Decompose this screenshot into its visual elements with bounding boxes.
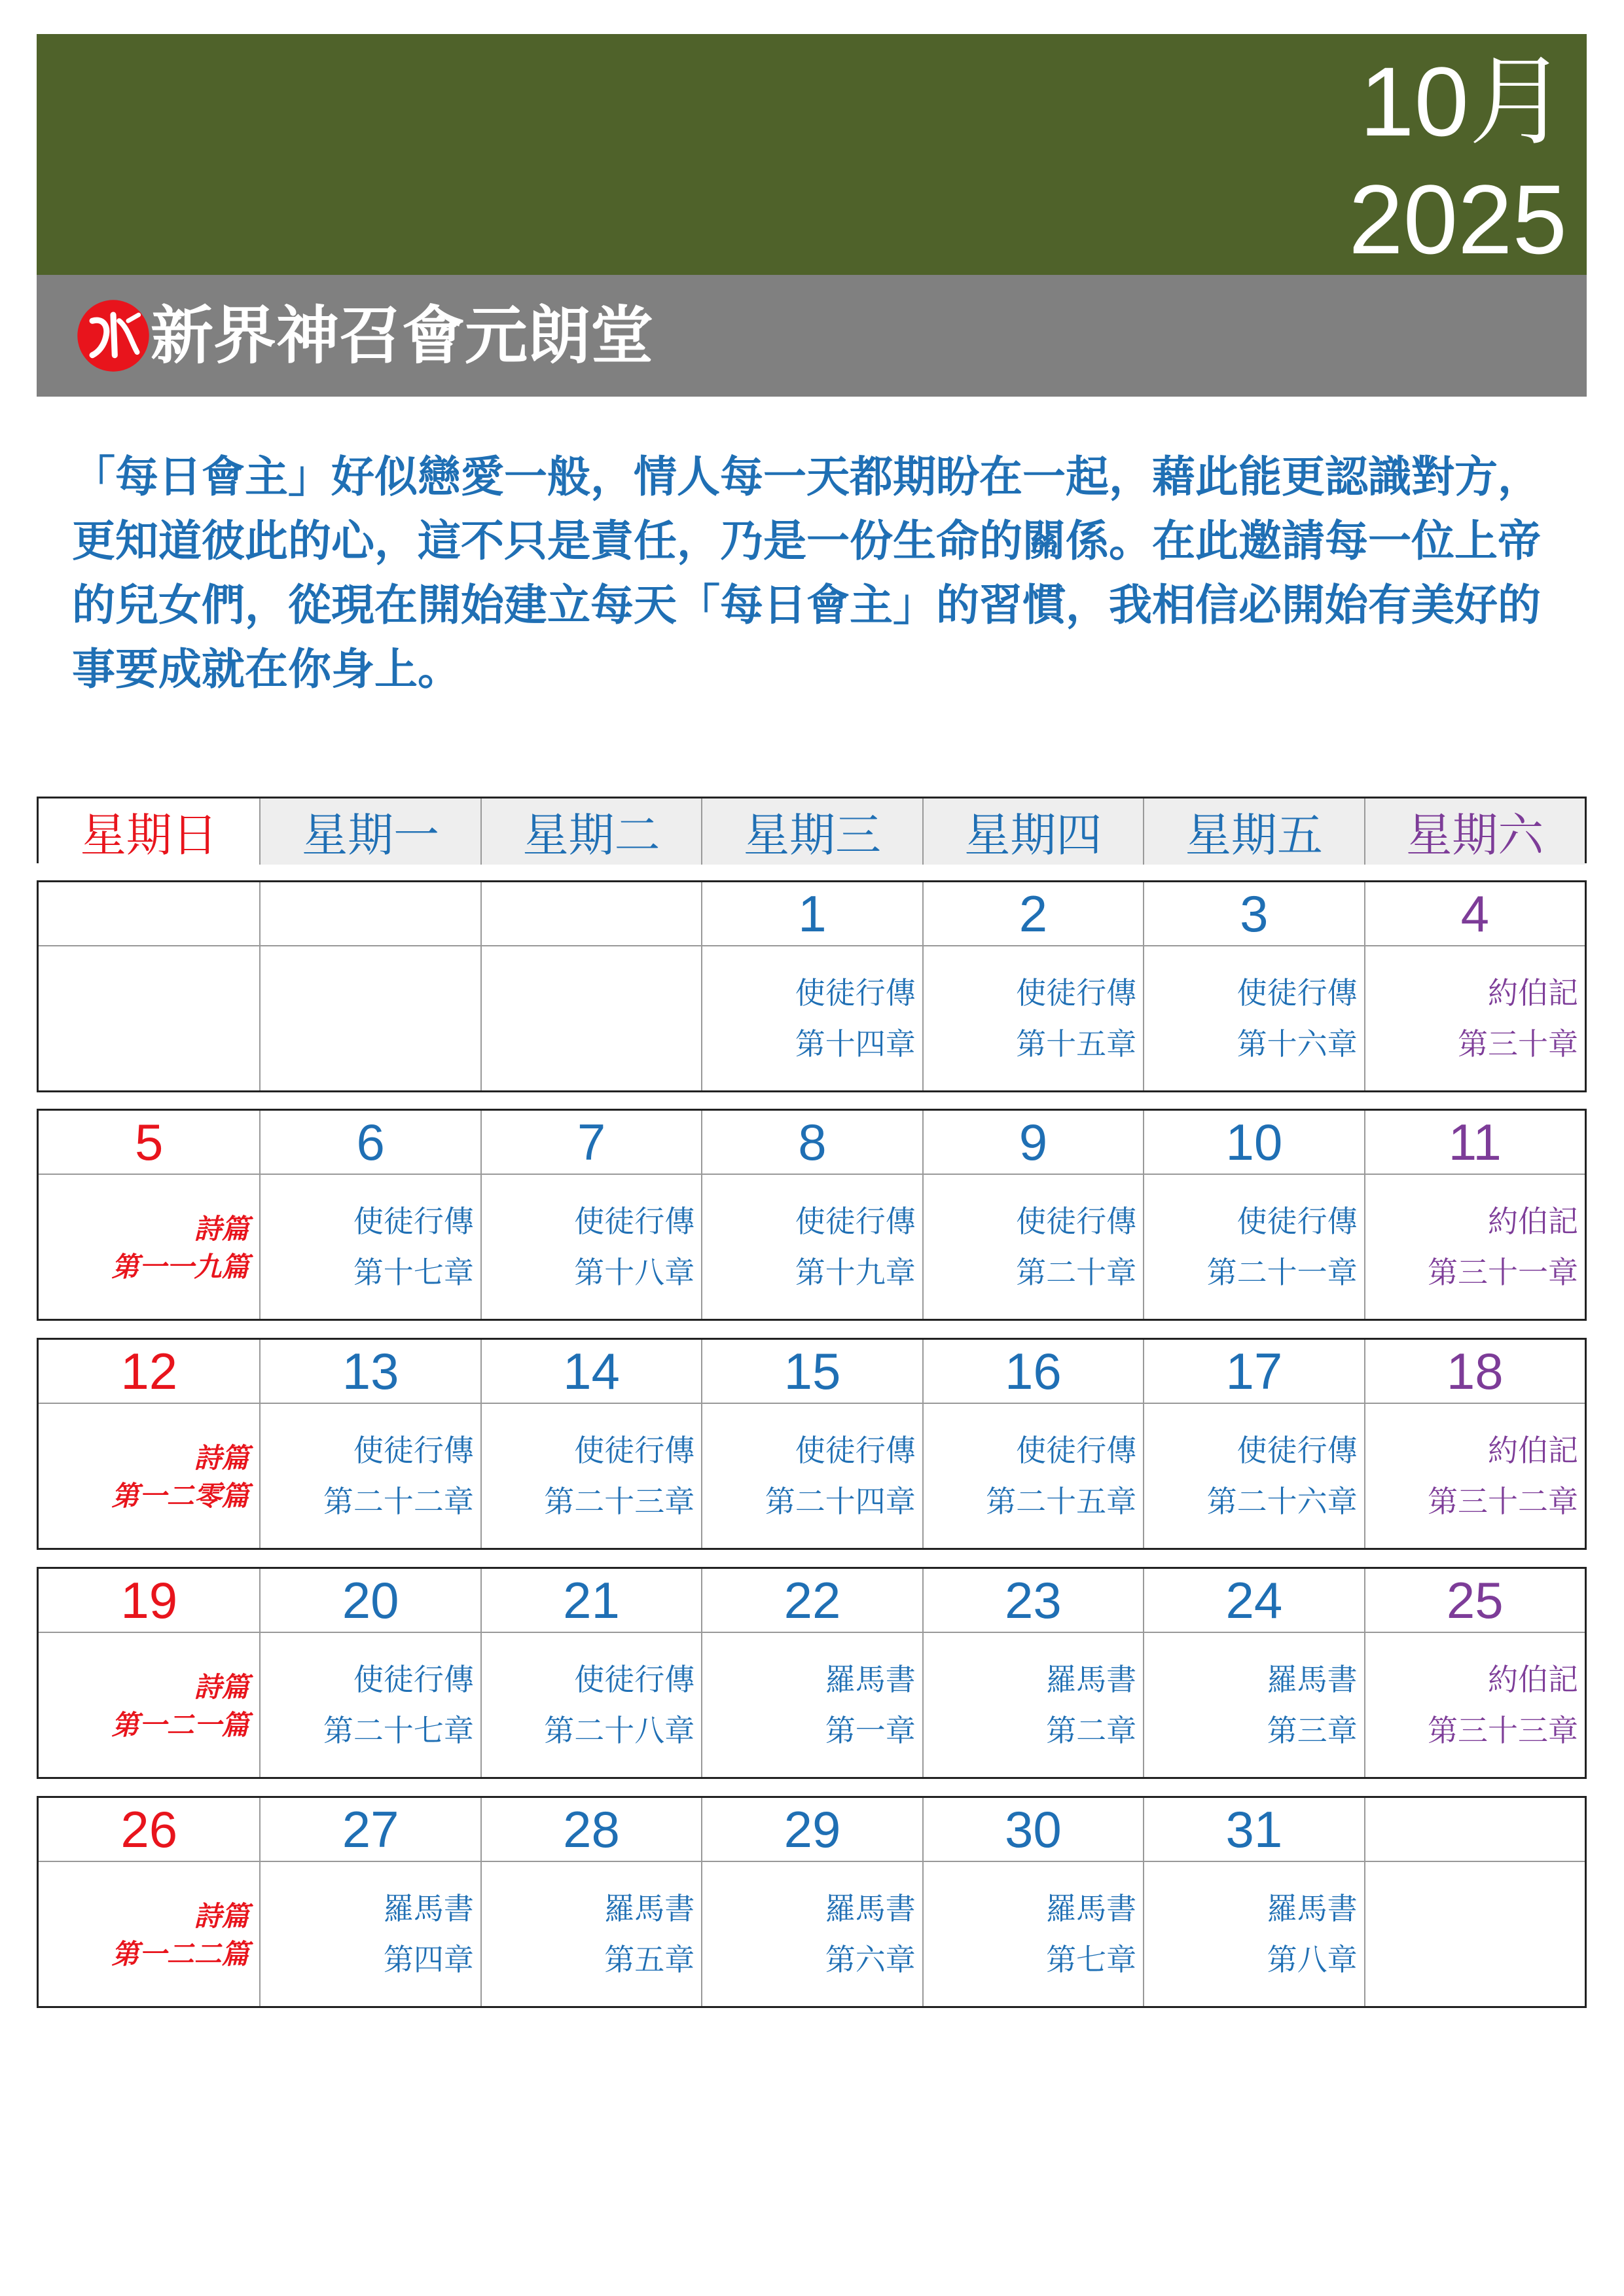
day-number: 27	[261, 1798, 480, 1862]
reading-chapter: 第三章	[1267, 1713, 1358, 1748]
day-number: 28	[482, 1798, 701, 1862]
bible-reading	[111, 1439, 249, 1515]
bible-reading	[1016, 967, 1136, 1069]
bible-reading	[111, 1668, 249, 1744]
weekday-thursday: 星期四	[922, 798, 1143, 865]
bible-reading	[1267, 1883, 1358, 1985]
reading-book: 使徒行傳	[574, 1433, 695, 1468]
bible-reading	[1428, 1654, 1578, 1756]
reading-chapter: 第二十八章	[544, 1713, 695, 1748]
reading-chapter: 第十九章	[795, 1255, 916, 1290]
reading-book: 羅馬書	[1267, 1662, 1358, 1697]
calendar-week-row	[37, 1796, 1587, 2008]
bible-reading	[111, 1210, 249, 1286]
reading-book: 羅馬書	[1267, 1891, 1358, 1926]
reading-book: 使徒行傳	[795, 1433, 916, 1468]
calendar-day-cell	[701, 1798, 922, 2006]
year-label: 2025	[1348, 164, 1567, 274]
calendar-day-cell	[1143, 1569, 1363, 1777]
reading-chapter: 第二十四章	[765, 1484, 916, 1519]
reading-book: 羅馬書	[1046, 1891, 1137, 1926]
calendar-day-cell	[39, 1340, 259, 1548]
day-number: 14	[482, 1340, 701, 1404]
bible-reading	[1428, 1196, 1578, 1298]
reading-chapter: 第三十章	[1457, 1026, 1578, 1062]
reading-chapter: 第十四章	[795, 1026, 916, 1062]
church-banner	[37, 275, 1587, 397]
reading-book: 使徒行傳	[1236, 1204, 1358, 1239]
calendar-week-row	[37, 1567, 1587, 1779]
bible-reading	[1458, 967, 1578, 1069]
day-number: 26	[39, 1798, 259, 1862]
calendar-day-cell	[922, 882, 1143, 1090]
day-number: 1	[702, 882, 922, 946]
reading-chapter: 第二十章	[1016, 1255, 1137, 1290]
reading-book: 使徒行傳	[1236, 975, 1358, 1011]
reading-chapter: 第二十七章	[323, 1713, 474, 1748]
bible-reading	[604, 1883, 695, 1985]
bible-reading	[1428, 1425, 1578, 1527]
calendar-day-cell	[701, 1569, 922, 1777]
weekday-tuesday: 星期二	[480, 798, 701, 865]
month-label: 10月	[1360, 46, 1567, 156]
reading-chapter: 第一二零篇	[111, 1480, 249, 1512]
day-number: 13	[261, 1340, 480, 1404]
day-number	[39, 882, 259, 946]
day-number: 19	[39, 1569, 259, 1633]
calendar-day-cell	[1143, 1798, 1363, 2006]
reading-chapter: 第十五章	[1016, 1026, 1137, 1062]
day-number: 9	[924, 1111, 1143, 1175]
reading-chapter: 第三十三章	[1427, 1713, 1578, 1748]
reading-chapter: 第二十五章	[986, 1484, 1137, 1519]
calendar-day-cell	[701, 1340, 922, 1548]
church-name: 新界神召會元朗堂	[151, 299, 653, 372]
reading-book: 羅馬書	[604, 1891, 695, 1926]
calendar-day-cell	[922, 1340, 1143, 1548]
bible-reading	[795, 967, 916, 1069]
weekday-header-row	[37, 797, 1587, 863]
bible-reading	[323, 1654, 474, 1756]
reading-chapter: 第三十一章	[1427, 1255, 1578, 1290]
bible-reading	[986, 1425, 1136, 1527]
bible-reading	[1267, 1654, 1358, 1756]
calendar-week-row	[37, 880, 1587, 1092]
reading-chapter: 第二十二章	[323, 1484, 474, 1519]
calendar-day-cell	[259, 1340, 480, 1548]
reading-book: 使徒行傳	[574, 1204, 695, 1239]
calendar-day-cell	[701, 882, 922, 1090]
calendar-day-cell	[1364, 1569, 1585, 1777]
month-header	[37, 34, 1587, 275]
bible-reading	[1237, 967, 1358, 1069]
calendar-day-cell	[39, 1798, 259, 2006]
weekday-sunday: 星期日	[39, 798, 259, 865]
reading-chapter: 第八章	[1267, 1942, 1358, 1977]
day-number: 16	[924, 1340, 1143, 1404]
bible-reading	[544, 1425, 695, 1527]
reading-chapter: 第二十一章	[1206, 1255, 1358, 1290]
bible-reading	[111, 1897, 249, 1973]
calendar-day-cell	[259, 882, 480, 1090]
day-number	[1365, 1798, 1585, 1862]
reading-book: 詩篇	[194, 1442, 249, 1474]
reading-chapter: 第十八章	[574, 1255, 695, 1290]
bible-reading	[1207, 1425, 1358, 1527]
day-number: 12	[39, 1340, 259, 1404]
reading-book: 使徒行傳	[1016, 1433, 1137, 1468]
bible-reading	[795, 1196, 916, 1298]
day-number: 7	[482, 1111, 701, 1175]
bible-reading	[574, 1196, 695, 1298]
reading-book: 使徒行傳	[353, 1433, 474, 1468]
day-number: 20	[261, 1569, 480, 1633]
weekday-wednesday: 星期三	[701, 798, 922, 865]
intro-paragraph: 「每日會主」好似戀愛一般，情人每一天都期盼在一起，藉此能更認識對方，更知道彼此的心，這不只是責任，乃是一份生命的關係。在此邀請每一位上帝的兒女們，從現在開始建立每天「每日會主」的習慣，我相信必開始有美好的事要成就在你身上。	[72, 452, 1541, 694]
day-number: 8	[702, 1111, 922, 1175]
calendar-day-cell	[39, 882, 259, 1090]
bible-reading	[825, 1654, 916, 1756]
calendar-day-cell	[259, 1111, 480, 1319]
bible-reading	[1016, 1196, 1136, 1298]
calendar-day-cell	[1364, 1340, 1585, 1548]
calendar-day-cell	[259, 1569, 480, 1777]
bible-reading	[1046, 1883, 1136, 1985]
reading-chapter: 第十七章	[353, 1255, 474, 1290]
calendar-day-cell	[480, 1798, 701, 2006]
calendar-week-row	[37, 1338, 1587, 1550]
reading-book: 使徒行傳	[353, 1204, 474, 1239]
reading-book: 羅馬書	[825, 1891, 916, 1926]
bible-reading	[825, 1883, 916, 1985]
reading-book: 詩篇	[194, 1671, 249, 1703]
reading-book: 使徒行傳	[795, 975, 916, 1011]
day-number: 10	[1144, 1111, 1363, 1175]
calendar-day-cell	[480, 882, 701, 1090]
weekday-monday: 星期一	[259, 798, 480, 865]
day-number: 4	[1365, 882, 1585, 946]
reading-chapter: 第二章	[1046, 1713, 1137, 1748]
bible-reading	[1046, 1654, 1136, 1756]
day-number: 29	[702, 1798, 922, 1862]
calendar-day-cell	[701, 1111, 922, 1319]
reading-chapter: 第五章	[604, 1942, 695, 1977]
weekday-saturday: 星期六	[1364, 798, 1585, 865]
church-logo-icon	[76, 298, 151, 373]
day-number: 17	[1144, 1340, 1363, 1404]
reading-book: 使徒行傳	[795, 1204, 916, 1239]
calendar-week-row	[37, 1109, 1587, 1321]
reading-book: 使徒行傳	[574, 1662, 695, 1697]
calendar-day-cell	[922, 1111, 1143, 1319]
reading-chapter: 第六章	[825, 1942, 916, 1977]
day-number: 3	[1144, 882, 1363, 946]
calendar-day-cell	[922, 1569, 1143, 1777]
reading-book: 詩篇	[194, 1900, 249, 1932]
reading-chapter: 第二十三章	[544, 1484, 695, 1519]
reading-book: 羅馬書	[383, 1891, 474, 1926]
reading-chapter: 第一二一篇	[111, 1709, 249, 1741]
bible-reading	[323, 1425, 474, 1527]
weekday-friday: 星期五	[1143, 798, 1363, 865]
bible-reading	[384, 1883, 474, 1985]
calendar-day-cell	[1364, 1111, 1585, 1319]
reading-book: 約伯記	[1487, 1204, 1578, 1239]
day-number: 23	[924, 1569, 1143, 1633]
calendar-day-cell	[480, 1111, 701, 1319]
reading-chapter: 第十六章	[1236, 1026, 1358, 1062]
calendar-day-cell	[480, 1569, 701, 1777]
reading-book: 約伯記	[1487, 1662, 1578, 1697]
day-number: 11	[1365, 1111, 1585, 1175]
calendar-day-cell	[39, 1569, 259, 1777]
reading-book: 使徒行傳	[1016, 975, 1137, 1011]
day-number: 21	[482, 1569, 701, 1633]
bible-reading	[765, 1425, 916, 1527]
reading-chapter: 第七章	[1046, 1942, 1137, 1977]
bible-reading	[1207, 1196, 1358, 1298]
day-number: 24	[1144, 1569, 1363, 1633]
day-number: 6	[261, 1111, 480, 1175]
day-number: 15	[702, 1340, 922, 1404]
reading-chapter: 第一二二篇	[111, 1938, 249, 1970]
day-number: 30	[924, 1798, 1143, 1862]
reading-chapter: 第一一九篇	[111, 1251, 249, 1283]
reading-book: 使徒行傳	[1236, 1433, 1358, 1468]
day-number: 31	[1144, 1798, 1363, 1862]
reading-book: 約伯記	[1487, 1433, 1578, 1468]
reading-book: 羅馬書	[825, 1662, 916, 1697]
reading-chapter: 第三十二章	[1427, 1484, 1578, 1519]
reading-book: 詩篇	[194, 1213, 249, 1245]
reading-book: 約伯記	[1487, 975, 1578, 1011]
calendar-day-cell	[1364, 1798, 1585, 2006]
calendar-day-cell	[1364, 882, 1585, 1090]
day-number: 2	[924, 882, 1143, 946]
reading-chapter: 第二十六章	[1206, 1484, 1358, 1519]
calendar-day-cell	[39, 1111, 259, 1319]
reading-book: 使徒行傳	[353, 1662, 474, 1697]
reading-chapter: 第一章	[825, 1713, 916, 1748]
calendar-day-cell	[480, 1340, 701, 1548]
day-number	[261, 882, 480, 946]
bible-reading	[544, 1654, 695, 1756]
day-number: 22	[702, 1569, 922, 1633]
calendar-day-cell	[1143, 882, 1363, 1090]
day-number: 25	[1365, 1569, 1585, 1633]
reading-book: 羅馬書	[1046, 1662, 1137, 1697]
day-number: 5	[39, 1111, 259, 1175]
day-number	[482, 882, 701, 946]
calendar-day-cell	[1143, 1111, 1363, 1319]
calendar-day-cell	[1143, 1340, 1363, 1548]
calendar-day-cell	[922, 1798, 1143, 2006]
reading-book: 使徒行傳	[1016, 1204, 1137, 1239]
calendar-day-cell	[259, 1798, 480, 2006]
day-number: 18	[1365, 1340, 1585, 1404]
bible-reading	[353, 1196, 474, 1298]
reading-chapter: 第四章	[383, 1942, 474, 1977]
